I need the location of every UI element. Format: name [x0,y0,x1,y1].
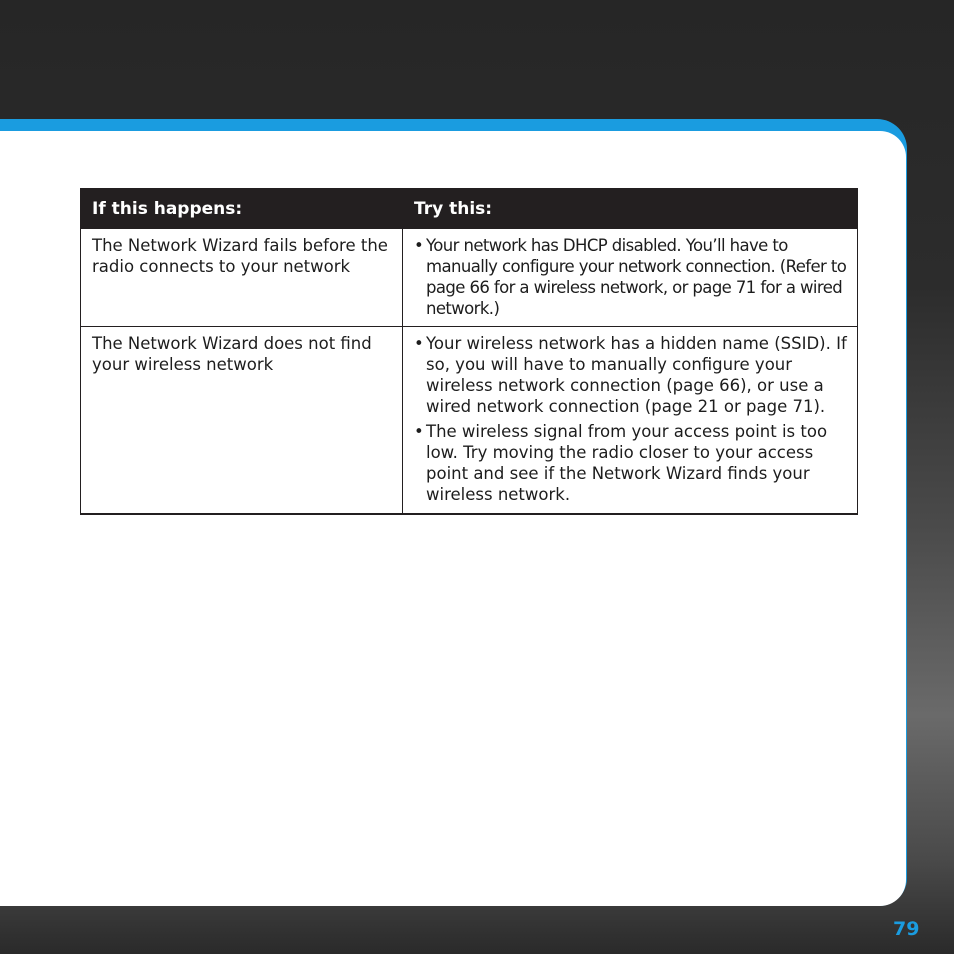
problem-cell: The Network Wizard fails before the radio connects to your network [81,229,403,327]
solution-text: The wireless signal from your access point is too low. Try moving the radio closer to your access point and see if the Network Wizard finds your wireless network. [426,422,828,504]
bullet-icon: • [414,334,424,353]
page-number: 79 [893,918,920,940]
header-problem: If this happens: [81,189,403,229]
solution-bullet [414,421,847,505]
solution-text: Your wireless network has a hidden name (SSID). If so, you will have to manually configure your wireless network connection (page 66), or use a wired network connection (page 21 or page 71). [426,334,847,416]
table-row [81,327,858,515]
header-solution: Try this: [403,189,858,229]
solution-cell [403,229,858,327]
troubleshooting-table [80,188,858,515]
bullet-icon: • [414,236,424,255]
solution-text: Your network has DHCP disabled. You’ll have to manually configure your network connection. (Refer to page 66 for a wireless network, or page 71 for a wired network.) [426,236,847,318]
solution-bullet [414,333,847,417]
solution-bullet [414,235,847,319]
table-header-row [81,189,858,229]
problem-cell: The Network Wizard does not find your wireless network [81,327,403,515]
table-row [81,229,858,327]
bullet-icon: • [414,422,424,441]
solution-cell [403,327,858,515]
